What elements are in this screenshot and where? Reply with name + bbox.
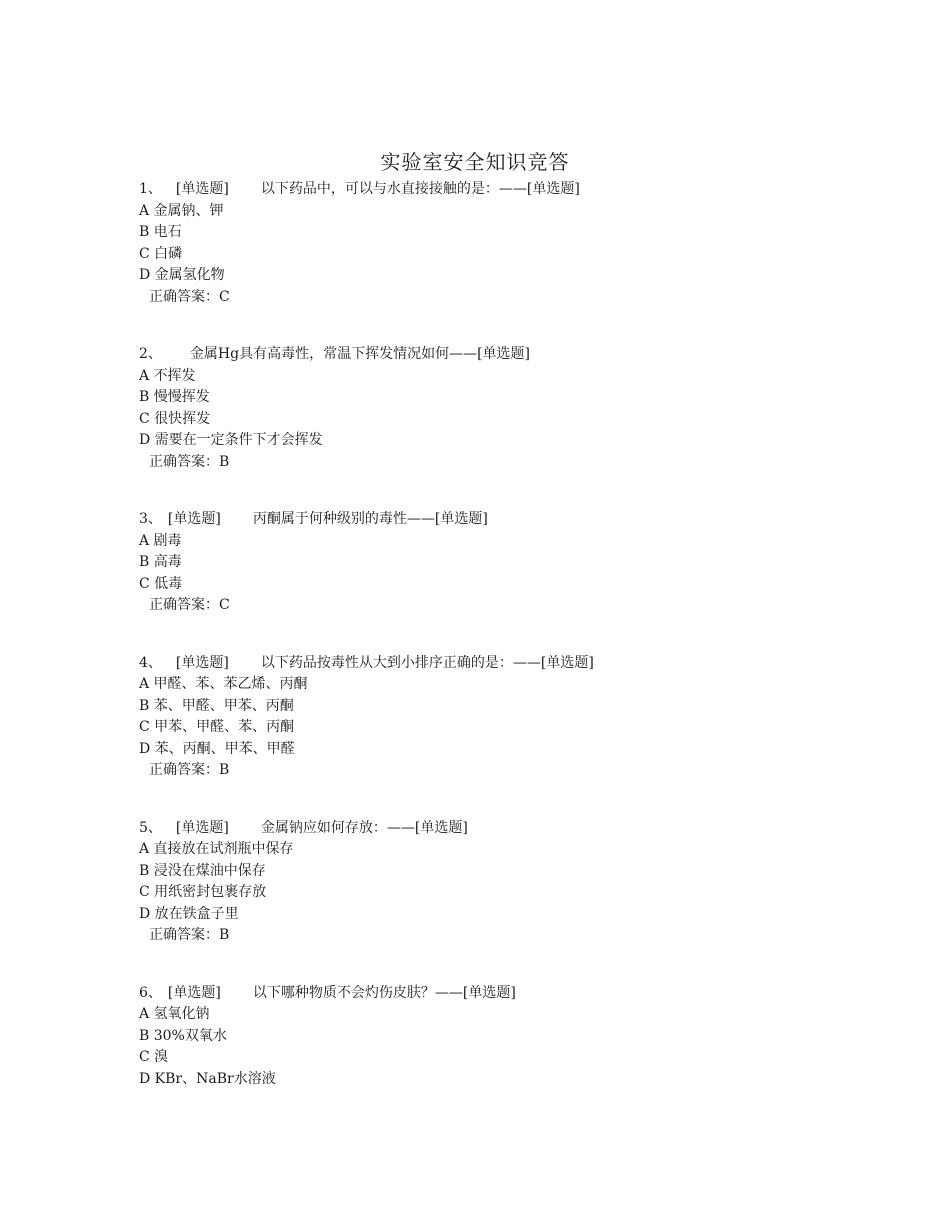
question-type: [单选题] xyxy=(175,819,229,836)
question-number: 2、 xyxy=(139,346,162,362)
option-b: B 电石 xyxy=(139,224,182,240)
question-3 xyxy=(139,509,899,617)
question-stem: 金属钠应如何存放：——[单选题] xyxy=(260,819,468,836)
question-5 xyxy=(139,818,899,947)
question-4 xyxy=(139,653,899,782)
question-stem: 金属Hg具有高毒性，常温下挥发情况如何——[单选题] xyxy=(189,346,531,362)
question-header xyxy=(139,344,899,366)
question-list xyxy=(139,179,899,1090)
question-stem: 以下药品中，可以与水直接接触的是：——[单选题] xyxy=(260,181,580,197)
option-b: B 30%双氧水 xyxy=(139,1027,227,1044)
option-b: B 慢慢挥发 xyxy=(139,389,210,405)
question-6 xyxy=(139,983,899,1091)
option-b: B 高毒 xyxy=(139,554,182,570)
question-header xyxy=(139,509,899,531)
correct-answer: 正确答案：C xyxy=(149,597,230,613)
question-1 xyxy=(139,179,899,308)
question-stem: 丙酮属于何种级别的毒性——[单选题] xyxy=(252,511,488,527)
option-b: B 浸没在煤油中保存 xyxy=(139,862,266,879)
option-c: C 甲苯、甲醛、苯、丙酮 xyxy=(139,719,295,735)
question-header xyxy=(139,179,899,201)
question-stem: 以下哪种物质不会灼伤皮肤？——[单选题] xyxy=(252,984,516,1001)
question-number: 4、 xyxy=(139,654,162,671)
question-type: [单选题] xyxy=(175,181,229,197)
option-c: C 白磷 xyxy=(139,245,183,262)
question-number: 1、 xyxy=(139,181,162,197)
option-a: A 不挥发 xyxy=(139,367,196,384)
option-a: A 氢氧化钠 xyxy=(139,1006,210,1022)
question-header xyxy=(139,653,899,675)
correct-answer: 正确答案：B xyxy=(149,762,230,778)
option-c: C 低毒 xyxy=(139,575,183,592)
question-stem: 以下药品按毒性从大到小排序正确的是：——[单选题] xyxy=(260,654,594,671)
option-a: A 金属钠、钾 xyxy=(139,202,224,219)
question-type: [单选题] xyxy=(175,654,229,671)
option-b: B 苯、甲醛、甲苯、丙酮 xyxy=(139,697,294,714)
question-type: [单选题] xyxy=(167,984,221,1001)
document-title: 实验室安全知识竞答 xyxy=(380,150,570,174)
question-number: 6、 xyxy=(139,984,162,1001)
option-d: D 金属氢化物 xyxy=(139,267,225,283)
option-a: A 甲醛、苯、苯乙烯、丙酮 xyxy=(139,676,308,692)
option-c: C 溴 xyxy=(139,1049,169,1065)
question-header xyxy=(139,983,899,1005)
option-c: C 用纸密封包裹存放 xyxy=(139,884,267,900)
correct-answer: 正确答案：B xyxy=(149,927,230,943)
question-number: 5、 xyxy=(139,819,162,836)
option-d: D 苯、丙酮、甲苯、甲醛 xyxy=(139,740,295,757)
option-a: A 直接放在试剂瓶中保存 xyxy=(139,841,294,857)
correct-answer: 正确答案：B xyxy=(149,453,230,470)
option-a: A 剧毒 xyxy=(139,532,182,549)
option-d: D 放在铁盒子里 xyxy=(139,905,239,922)
option-d: D 需要在一定条件下才会挥发 xyxy=(139,432,323,448)
option-d: D KBr、NaBr水溶液 xyxy=(139,1070,276,1087)
question-header xyxy=(139,818,899,840)
question-2 xyxy=(139,344,899,473)
correct-answer: 正确答案：C xyxy=(149,288,230,305)
question-number: 3、 xyxy=(139,511,162,527)
option-c: C 很快挥发 xyxy=(139,410,211,427)
question-type: [单选题] xyxy=(167,511,221,527)
